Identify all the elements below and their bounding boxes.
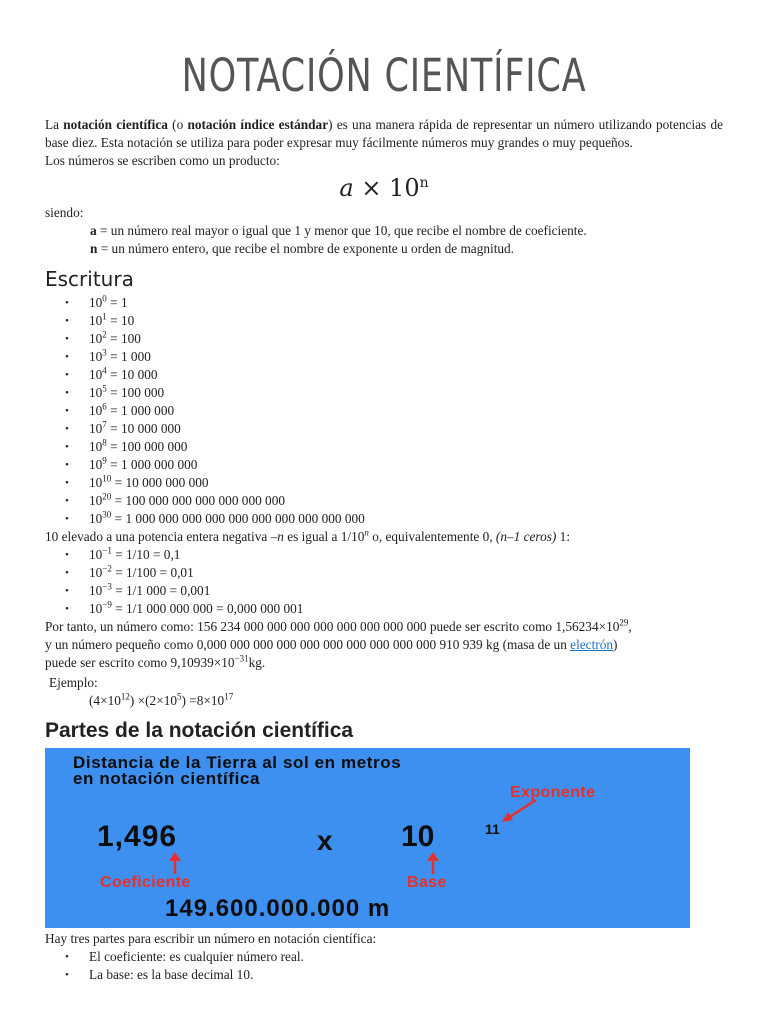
electron-link[interactable]: electrón: [570, 637, 613, 652]
banner-exponent: 11: [485, 821, 500, 837]
base-arrow-icon: [425, 852, 441, 874]
product-sentence: Los números se escriben como un producto:: [45, 153, 280, 168]
list-item: • $10^3 = 1$ 000: [89, 348, 723, 366]
definition-a: a = un número real mayor o igual que 1 y menor que 10, que recibe el nombre de coeficiente.: [90, 223, 587, 238]
banner-total: 149.600.000.000 m: [165, 895, 391, 922]
banner-base: 10: [401, 820, 435, 853]
list-item: • $10^{30} = 1$ 000 000 000 000 000 000 000 000 000 000: [89, 510, 723, 528]
definition-n: n = un número entero, que recibe el nombre de exponente u orden de magnitud.: [90, 241, 515, 256]
list-item: • $10^{-9} = 1/1$ 000 000 000 = 0,000 000 001: [89, 600, 723, 618]
list-item: • $10^2 = 100$: [89, 330, 723, 348]
exponent-arrow-icon: [500, 798, 540, 824]
formula: $a \times 10^n$: [339, 174, 429, 202]
list-item: • $10^{10} = 10$ 000 000 000: [89, 474, 723, 492]
powers-of-ten-list: [45, 294, 723, 528]
list-item: • $10^6 = 1$ 000 000: [89, 402, 723, 420]
banner-times: x: [317, 825, 333, 856]
page-title: NOTACIÓN CIENTÍFICA: [181, 49, 587, 102]
banner-coefficient: 1,496: [97, 820, 178, 853]
banner-title-line1: Distancia de la Tierra al sol en metros: [73, 753, 402, 772]
banner-label-coefficient: Coeficiente: [100, 874, 191, 891]
list-item: • $10^0 = 1$: [89, 294, 723, 312]
list-item: • $10^{-1} = 1/10 = 0,1$: [89, 546, 723, 564]
list-item: • $10^9 = 1$ 000 000 000: [89, 456, 723, 474]
siendo-label: siendo:: [45, 205, 84, 220]
coefficient-arrow-icon: [167, 852, 183, 874]
list-item: • $10^7 = 10$ 000 000: [89, 420, 723, 438]
banner-label-base: Base: [407, 874, 447, 891]
ejemplo-label: Ejemplo:: [49, 675, 98, 690]
partes-list: [45, 948, 723, 984]
small-number-paragraph: y un número pequeño como 0,000 000 000 000 000 000 000 000 000 000 910 939 kg (masa de un electrón) puede ser escrito como $9,10939\times 10^{-31}kg$.: [45, 637, 618, 670]
intro-paragraph: La notación científica (o notación índice estándar) es una manera rápida de representar un número utilizando potencias de base diez. Esta notación se utiliza para poder expresar muy fácilmente números muy grandes o muy pequeños.: [45, 117, 723, 150]
term-notacion-cientifica: notación científica: [63, 117, 168, 132]
section-heading-partes: Partes de la notación científica: [45, 719, 354, 742]
list-item: • $10^5 = 100$ 000: [89, 384, 723, 402]
por-tanto-paragraph: Por tanto, un número como: 156 234 000 000 000 000 000 000 000 000 puede ser escrito como $1,56234\times 10^{29}$,: [45, 617, 632, 634]
banner-label-exponent: Exponente: [510, 784, 596, 801]
list-item: • $10^4 = 10$ 000: [89, 366, 723, 384]
list-item: • $10^{20} = 100$ 000 000 000 000 000 000: [89, 492, 723, 510]
scientific-notation-banner: [45, 748, 690, 928]
list-item: • $10^{-3} = 1/1$ 000 = 0,001: [89, 582, 723, 600]
term-notacion-indice: notación índice estándar: [187, 117, 329, 132]
list-item: • $10^1 = 10$: [89, 312, 723, 330]
section-heading-escritura: Escritura: [45, 267, 134, 291]
banner-title-line2: en notación científica: [73, 769, 261, 788]
list-item: • La base: es la base decimal 10.: [89, 966, 723, 984]
hay-tres-paragraph: Hay tres partes para escribir un número en notación científica:: [45, 931, 377, 946]
list-item: • $10^8 = 100$ 000 000: [89, 438, 723, 456]
document-content: [45, 116, 723, 984]
negative-powers-intro: 10 elevado a una potencia entera negativa –n es igual a 1/10$^n$ o, equivalentemente 0, (n–1 ceros) 1:: [45, 527, 571, 544]
list-item: • $10^{-2} = 1/100 = 0,01$: [89, 564, 723, 582]
list-item: • El coeficiente: es cualquier número real.: [89, 948, 723, 966]
negative-powers-list: [45, 546, 723, 618]
ejemplo-formula: $(4\times 10^{12}) \times(2\times 10^5) =8\times 10^{17}$: [89, 691, 234, 708]
